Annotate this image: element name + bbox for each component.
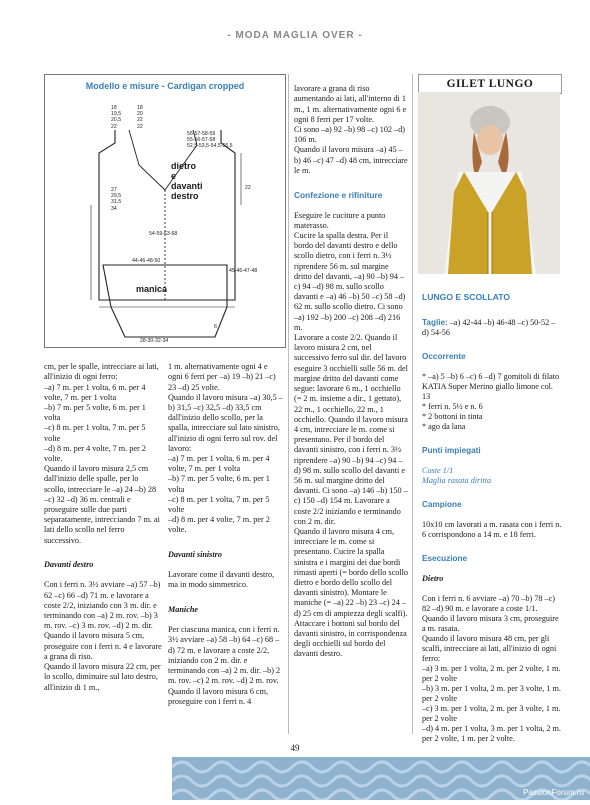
col2-heading1: Davanti sinistro bbox=[168, 549, 222, 559]
width-bottom-measure: 54-59-63-68 bbox=[149, 231, 178, 237]
campione-label: Campione bbox=[422, 500, 462, 509]
front-back-label: dietro e davanti destro bbox=[171, 161, 203, 201]
column-separator bbox=[288, 74, 289, 734]
occorrente-items: * –a) 5 –b) 6 –c) 6 –d) 7 gomitoli di filato KATIA Super Merino giallo limone col. 13 * ferri n. 5½ e n. 6 * 2 bottoni in tinta * ago da lana bbox=[422, 372, 560, 431]
text-column-2 bbox=[168, 352, 284, 742]
occorrente-label: Occorrente bbox=[422, 352, 466, 361]
side-details bbox=[422, 282, 562, 754]
sleeve-bottom-measure: 28-30-32-34 bbox=[140, 338, 169, 344]
taglie-line bbox=[422, 318, 562, 338]
shoulder-left-measure: 18 19,5 20,5 22 bbox=[111, 105, 122, 130]
page-header bbox=[0, 30, 590, 41]
col2-text3: Per ciascuna manica, con i ferri n. 3½ avviare –a) 58 –b) 64 –c) 68 –d) 72 m. e lavorare a coste 2/2, iniziando con 2 m. dir. e terminando con –a) 2 m. dir. –b) 2 m. rov. –c) 2 m. rov. –d) 2 m. rov. Quando il lavoro misura 6 cm, proseguire con i ferri n. 4 bbox=[168, 625, 281, 706]
column-separator bbox=[412, 74, 413, 734]
dietro-label: Dietro bbox=[422, 574, 444, 583]
col1-heading: Davanti destro bbox=[44, 560, 94, 570]
neck-measure: 56-57-58-59 55-56-57-58 52,5-53,5-54,5-55,5 bbox=[187, 131, 233, 150]
shoulder-right-measure: 18 20 22 22 bbox=[137, 105, 143, 130]
campione-text: 10x10 cm lavorati a m. rasata con i ferri n. 6 corrispondono a 14 m. e 18 ferri. bbox=[422, 520, 562, 539]
sleeve-cuff-measure: 6 bbox=[214, 324, 217, 330]
punti-label: Punti impiegati bbox=[422, 446, 481, 455]
model-illustration bbox=[418, 92, 560, 274]
brand-watermark: PassionForum.ru bbox=[523, 788, 584, 797]
pattern-diagram bbox=[44, 74, 286, 348]
model-photo bbox=[418, 92, 560, 274]
page-number: 49 bbox=[290, 743, 300, 753]
col3-text: lavorare a grana di riso aumentando ai lati, all'interno di 1 m., 1 m. alternativamente ogni 6 e ogni 8 ferri per 17 volte. Ci sono –a) 92 –b) 98 –c) 102 –d) 106 m. Quando il lavoro misura –a) 45 –b) 46 –c) 47 –d) 48 cm, intrecciare le m. bbox=[294, 84, 408, 175]
col2-heading2: Maniche bbox=[168, 604, 199, 614]
col2-text: 1 m. alternativamente ogni 4 e ogni 6 ferri per –a) 19 –b) 21 –c) 23 –d) 25 volte. Quando il lavoro misura –a) 30,5 –b) 31,5 –c) 32,5 –d) 33,5 cm dall'inizio dello scollo, per la spalla, intrecciare sul lato sinistro, all'inizio di ogni ferro sul rov. del lavoro: –a) 7 m. per 1 volta, 6 m. per 4 volte, 7 m. per 1 volta –b) 7 m. per 5 volte, 6 m. per 1 volta –c) 8 m. per 1 volta, 7 m. per 5 volte –d) 8 m. per 4 volte, 7 m. per 2 volte. bbox=[168, 362, 283, 535]
header-title: - MODA MAGLIA OVER - bbox=[227, 30, 363, 41]
sleeve-top-measure: 44-46-48-50 bbox=[132, 258, 161, 264]
esecuzione-label: Esecuzione bbox=[422, 554, 468, 563]
diagram-title: Modello e misure - Cardigan cropped bbox=[85, 81, 245, 91]
punti-items: Coste 1/1 Maglia rasata diritta bbox=[422, 466, 492, 485]
col1-text: cm, per le spalle, intrecciare ai lati, all'inizio di ogni ferro: –a) 7 m. per 1 volta, 6 m. per 4 volte, 7 m. per 1 volta –b) 7 m. per 5 volte, 6 m. per 1 volta –c) 8 m. per 1 volta, 7 m. per 5 volte –d) 8 m. per 4 volte, 7 m. per 2 volte. Quando il lavoro misura 2,5 cm dall'inizio delle spalle, per lo scollo, intrecciare le –a) 24 –b) 28 –c) 32 –d) 36 m. centrali e proseguire sulle due parti separatamente, intrecciando 7 m. ai lati dello scollo nel ferro successivo. bbox=[44, 362, 160, 545]
taglie-label: Taglie: bbox=[422, 318, 448, 327]
dietro-text: Con i ferri n. 6 avviare –a) 70 –b) 78 –c) 82 –d) 90 m. e lavorare a coste 1/1. Quando il lavoro misura 3 cm, proseguire a m. rasata. Quando il lavoro misura 48 cm, per gli scalfi, intrecciare ai lati, all'inizio di ogni ferro: –a) 3 m. per 1 volta, 2 m. per 2 volte, 1 m. per 2 volte –b) 3 m. per 1 volta, 2 m. per 3 volte, 1 m. per 2 volte –c) 3 m. per 1 volta, 2 m. per 3 volte, 1 m. per 2 volte –d) 4 m. per 1 volta, 3 m. per 1 volta, 2 m. per 2 volte, 1 m. per 2 volte. bbox=[422, 594, 561, 743]
col2-text2: Lavorare come il davanti destro, ma in modo simmetrico. bbox=[168, 570, 275, 590]
sleeve-label: manica bbox=[136, 284, 168, 294]
knit-texture-strip bbox=[172, 757, 590, 800]
height-right-measure: 22 bbox=[245, 185, 251, 191]
diagram-drawing bbox=[45, 75, 285, 347]
text-column-3 bbox=[294, 74, 408, 738]
text-column-1 bbox=[44, 352, 162, 742]
col3-text2: Eseguire le cuciture a punto materasso. Cucire la spalla destra. Per il bordo del davanti destro e dello scollo dietro, con i ferri n. 3½ riprendere 56 m. sul margine dritto del davanti, –a) 90 –b) 94 –c) 94 –d) 98 m. sullo scollo davanti e –a) 46 –b) 50 –c) 58 –d) 62 m. sullo scollo dietro. Ci sono –a) 192 –b) 200 –c) 208 –d) 216 m. Lavorare a coste 2/2. Quando il lavoro misura 2 cm, nel successivo ferro sul dir. del lavoro eseguire 3 occhielli sulle 56 m. del margine dritto del davanti come segue: lavorare 6 m., 1 occhiello (= 2 m. insieme a dir., 1 gettato), 22 m., 1 occhiello, 22 m., 1 occhiello. Quando il lavoro misura 4 cm, intrecciare le m. come si presentano. Per il bordo del davanti sinistro, con i ferri n. 3½ riprendere –a) 90 –b) 94 –c) 94 –d) 98 m. sullo scollo del davanti e 56 m. sul margine dritto del davanti. Ci sono –a) 146 –b) 150 –c) 150 –d) 154 m. Lavorare a coste 2/2 iniziando e terminando con 2 m. dir. Quando il lavoro misura 4 cm, intrecciare le m. come si presentano. Cucire la spalla sinistra e i margini dei due bordi rimasti aperti (= bordo dello scollo dietro e bordo dello scollo del davanti sinistro). Montare le maniche (= –a) 22 –b) 23 –c) 24 –d) 25 cm di ampiezza degli scalfi). Attaccare i bottoni sul bordo del davanti sinistro, in corrispondenza degli occhielli sul bordo del davanti destro. bbox=[294, 210, 408, 659]
col3-heading: Confezione e rifiniture bbox=[294, 190, 383, 201]
sleeve-right-measure: 45-46-47-48 bbox=[229, 268, 258, 274]
side-title: GILET LUNGO bbox=[418, 74, 562, 94]
side-subtitle: LUNGO E SCOLLATO bbox=[422, 292, 511, 302]
taglie-value: –a) 42-44 –b) 46-48 –c) 50-52 –d) 54-56 bbox=[422, 318, 556, 337]
height-left-measure: 27 29,5 31,5 34 bbox=[111, 187, 122, 212]
col1-text2: Con i ferri n. 3½ avviare –a) 57 –b) 62 –c) 66 –d) 71 m. e lavorare a coste 2/2, iniziando con 3 m. dir. e terminando con –a) 2 m. rov. –b) 3 m. rov. –c) 3 m. rov. –d) 2 m. dir. Quando il lavoro misura 5 cm, proseguire con i ferri n. 4 e lavorare a grana di riso. Quando il lavoro misura 22 cm, per lo scollo, diminuire sul lato destro, all'inizio di 1 m., bbox=[44, 580, 162, 692]
